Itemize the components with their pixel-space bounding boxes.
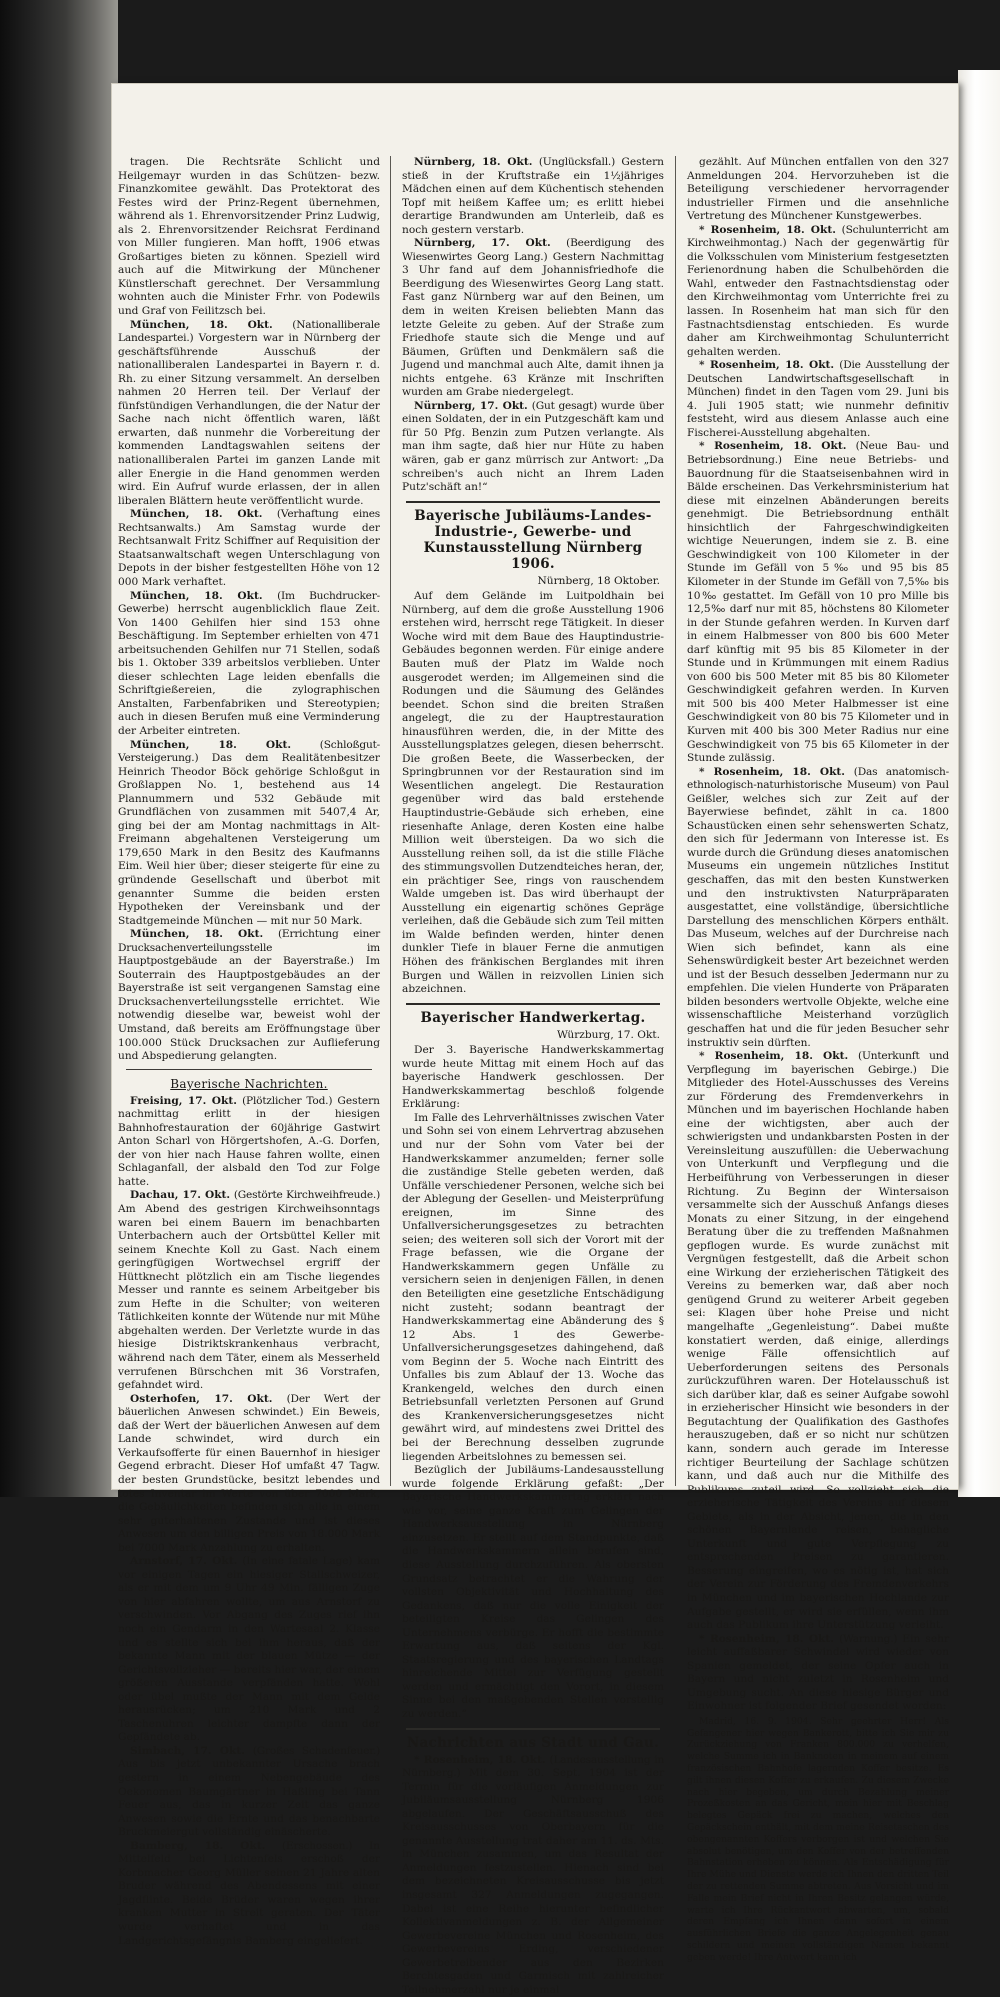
article-text: Nach der gegenwärtig für die Volksschulen vom Ministerium festgesetzten Ferienordnung haben die Schulbehörden die Wahl, entweder den Fastnachtsdienstag oder den Kirchweihmontag vom Unterrichte frei zu lassen. In Rosenheim hat man sich für den Fastnachtsdienstag entschieden. Es wurde daher am Kirchweihmontag Schulunterricht gehalten werden.: [687, 237, 949, 358]
article-subject: (Unglücksfall.): [538, 156, 616, 168]
article-dateline: Arnstorf, 17. Okt.: [130, 1555, 238, 1568]
article-subject: (Gut gesagt): [531, 399, 598, 412]
article-dateline: * Rosenheim, 18. Okt.: [699, 440, 847, 453]
article-text: Der 3. Bayerische Handwerkskammertag wurde heute Mittag mit einem Hoch auf das bayerische Handwerk geschlossen. Der Handwerkskammertag beschloß folgende Erklärung:: [402, 1044, 664, 1111]
article-dateline: München, 18. Okt.: [130, 318, 273, 331]
article-paragraph: [118, 156, 380, 319]
article-paragraph: [118, 590, 380, 739]
article-text: Im Falle des Lehrverhältnisses zwischen Vater und Sohn sei von einem Lehrvertrag abzusehen und nur der Sohn vom Vater bei der Handwerkskammer anzumelden; ferner solle die zuständige Stelle gebeten werden, daß Unfälle verschiedener Personen, welche sich bei der Ablegung der Gesellen- und Meisterprüfung ereignen, im Sinne des Unfallversicherungsgesetzes zu betrachten seien; des weiteren soll sich der Vorort mit der Frage befassen, wie die Organe der Handwerkskammern gegen Unfälle zu versichern seien in denjenigen Fällen, in denen den Beteiligten eine gesetzliche Entschädigung nicht zusteht; sodann beantragt der Handwerkskammertag eine Abänderung des § 12 Abs. 1 des Gewerbe-Unfallversicherungsgesetzes dahingehend, daß vom Beginn der 5. Woche nach Eintritt des Unfalles bis zum Ablauf der 13. Woche das Krankengeld, welches den durch einen Betriebsunfall verletzten Personen auf Grund des Krankenversicherungsgesetzes nicht gewährt wird, auf mindestens zwei Drittel des bei der Berechnung desselben zugrunde liegenden Arbeitslohnes zu bemessen sei.: [402, 1111, 664, 1463]
article-dateline: München, 18. Okt.: [130, 589, 263, 602]
section-divider: [126, 1069, 372, 1070]
section-dateline: Nürnberg, 18 Oktober.: [537, 574, 660, 587]
section-divider: [406, 1728, 660, 1730]
section-heading: Nachrichten aus Stadt und Gau.: [406, 1734, 660, 1751]
article-paragraph: [118, 1095, 380, 1190]
article-subject: (Verhaftung eines Rechtsanwalts.): [118, 508, 380, 534]
column-2: [402, 156, 665, 1996]
article-text: Bezüglich der Jubiläums-Landesausstellung wurde folgende Erklärung gefaßt: „Der Bayerische Handwerkskammertag erklärt nach wie vor, seine ganze Kraft zum Gelingen der Handwerksausstellung in Nürnberg einzusetzen. Er stellt auf dem Standpunkte, daß die Handwerkskammern allein berufen sind, diese Ausstellung durchzuführen. Als obersten Grundsatz betrachtet er die Wahrung der vollsten Objektivität und Hochhaltung des Gedankens, daß nur die volle Einigkeit der beteiligten Kreise das Gelingen des Unternehmens verbürge. Er hofft die bestimmte Erwartung aus, daß seitens der Kgl. Staatsregierung und des bayerischen Landtags hinreichende Mittel zur Verfügung gestellt werden und ermächtigt den Vorort, in diesem Sinne bei den maßgebenden Stellen vorstellig zu werden.“: [402, 1464, 664, 1720]
article-dateline: Freising, 17. Okt.: [130, 1094, 237, 1107]
article-paragraph: [118, 739, 380, 929]
article-dateline: * Rosenheim, 18. Okt.: [699, 1050, 849, 1063]
article-text: von Paul Geißler, welches sich zur Zeit auf der Bayerwiese befindet, zählt in ca. 1800 Schaustücken einen sehr sehenswerten Schatz, den sich für Jedermann von Interesse ist. Es wurde durch die Gründung dieses anatomischen Museums ein ungemein nützliches Institut geschaffen, das mit den besten Kunstwerken und den instruktivsten Naturpräparaten ausgestattet, eine vollständige, übersichtliche Darstellung des menschlichen Körpers enthält. Das Museum, welches auf der Durchreise nach Wien sich befindet, kann als eine Sehenswürdigkeit bester Art bezeichnet werden und ist der Besuch desselben Jedermann nur zu empfehlen. Die vielen Hunderte von Präparaten bilden besonders wertvolle Objekte, welche eine wissenschaftliche Meisterhand vorzüglich geschaffen hat und die für jeden Besucher sehr instruktiv sein dürften.: [687, 779, 949, 1049]
quoted-letter: Madrid, 16. 9. 1904. Sehr geehrter Herr! Als Gefangener hier wegen Bankerott, bitte ich Sie mir zu Zurückziehung von Franken 800.000 zu verhelfen, welche Summe ich in Banknoten in meinem auf einem französischen Bahnhofe lagernden Koffer besitze. Es gilt ihnen diesen Koffer zu erkaufen. Zu diesem Zwecke nach hier begeben, um durch Bezahlung meiner Prozeßkosten an das Gericht, mein hier mit Beschlag belegtes Gepäck frei zu machen, welches den Gepäckschein enthält, mit dem meine Reisetaschen des obengenannten Koffers verborgen ist und welchen Sie absolut benötigen, um den Koffer von der betreffenden Bahnstation erheben zu können. Als Entschädigung für Ihre Mühe und Dienste werde ich Ihnen den dritten Teil der zu rettenden Summe abtreten. Aus Vorsicht und im Falle mein Brief nicht in Ihren Besitz gelangen würde, warte ich Ihre Rückantwort abwarten, um, sobald deren Empfang ich Ihnen dann sofort in einem ausführlichen Briefe die ganze Angelegenheit genau schildern und meinen vollständigen Namen bekannt geben werde! Ihre Antwort kann ich: [687, 1715, 949, 1963]
article-subject: (Nationalliberale Landespartei.): [118, 318, 380, 345]
article-subject: (Schulunterricht am Kirchweihmontag.): [687, 223, 949, 250]
article-paragraph: [118, 1189, 380, 1392]
article-paragraph: [402, 1112, 664, 1464]
article-text: Das dem Realitätenbesitzer Heinrich Theodor Böck gehörige Schloßgut in Großlappen No. 1, bestehend aus 14 Plannummern und 532 Gebäude mit Grundflächen von zusammen mit 5407,4 Ar, ging bei der am Montag nachmittags in Alt-Freimann abgehaltenen Versteigerung um 179,650 Mark in den Besitz des Kaufmanns Eim. Weil hier über; dieser steigerte für eine zu gründende Gesellschaft und überbot mit genannter Summe die beiden ersten Hypotheken der Vereinsbank und der Stadtgemeinde München — mit nur 50 Mark.: [118, 752, 380, 927]
article-text: Gestern nachmittag erlitt in der hiesigen Bahnhofrestauration der 60jährige Gastwirt Anton Scharl von Hörgertshofen, A.-G. Dorfen, der von hier nach Hause fahren wollte, einen Schlaganfall, der alsbald den Tod zur Folge hatte.: [118, 1094, 380, 1188]
article-dateline: Osterhofen, 17. Okt.: [130, 1392, 273, 1405]
section-dateline: Würzburg, 17. Okt.: [556, 1028, 660, 1041]
article-subject: (Beerdigung des Wiesenwirtes Georg Lang.): [402, 237, 664, 263]
article-paragraph: [118, 1840, 380, 1948]
article-subject: (Plötzlicher Tod.): [242, 1094, 333, 1107]
article-paragraph: [687, 156, 949, 224]
article-dateline: Nürnberg, 17. Okt.: [414, 399, 528, 412]
column-1: [118, 156, 381, 1947]
article-paragraph: [118, 1555, 380, 1745]
section-heading: Bayerischer Handwerkertag.: [420, 1009, 646, 1026]
article-subject: (Unterkunft und Verpflegung im bayerischen Gebirge.): [687, 1050, 949, 1076]
article-text: Eine neue Betriebs- und Bauordnung für die Staatseisenbahnen wird in Bälde erscheinen. Das Verkehrsministerium hat diese mit einzelnen Abänderungen bereits genehmigt. Die Betriebsordnung enthält hinsichtlich der Fahrgeschwindigkeiten wichtige Neuerungen, indem sie z. B. eine Geschwindigkeit von 100 Kilometer in der Stunde im Gefäll von 5‰ und 95 bis 85 Kilometer in der Stunde im Gefäll von 7,5‰ bis 10‰ gestattet. Im Gefäll von 10 pro Mille bis 12,5‰ darf nur mit 85, höchstens 80 Kilometer in der Stunde gefahren werden. In Kurven darf in einem Halbmesser von 800 bis 600 Meter darf künftig mit 95 bis 85 Kilometer in der Stunde und in Krümmungen mit einem Radius von 600 bis 500 Meter mit 85 bis 80 Kilometer Geschwindigkeit gefahren werden. In Kurven mit 500 bis 400 Meter Halbmesser ist eine Geschwindigkeit von 80 bis 75 Kilometer und in Kurven mit 400 bis 300 Meter Radius nur eine Geschwindigkeit von 75 bis 65 Kilometer in der Stunde zulässig.: [687, 454, 950, 765]
article-subject: (Warnung.): [839, 1632, 898, 1645]
column-rule: [675, 156, 676, 1486]
article-paragraph: [687, 766, 949, 1050]
article-text: wurde über einen Soldaten, der in ein Putzgeschäft kam und für 50 Pfg. Benzin zum Putzen verlangte. Als man ihm sagte, daß hier nur Hüte zu haben wären, gab er ganz mürrisch zur Antwort: „Da schreiben's auch nicht an Ihrem Laden Putz'schäft an!“: [402, 399, 665, 494]
article-dateline: * Rosenheim, 18. Okt.: [699, 223, 836, 236]
section-heading: Bayerische Jubiläums-Landes-Industrie-, Gewerbe- und Kunstausstellung Nürnberg 1906.: [414, 507, 652, 572]
article-text: Gestern Nachmittag 3 Uhr fand auf dem Johannisfriedhofe die Beerdigung des Wiesenwirtes Georg Lang statt. Fast ganz Nürnberg war auf den Beinen, um dem in weiten Kreisen beliebten Mann das letzte Geleite zu geben. Auf der Straße zum Friedhofe staute sich die Menge und auf Bäumen, Grüften und Denkmälern saß die Jugend und manchmal auch Alte, damit ihnen ja nichts entgehe. 63 Kränze mit Inschriften wurden am Grabe niedergelegt.: [402, 250, 664, 399]
article-dateline: Dachau, 17. Okt.: [130, 1189, 231, 1202]
article-paragraph: [118, 319, 380, 509]
article-paragraph: [687, 1633, 949, 1714]
article-paragraph: [402, 1464, 664, 1721]
article-paragraph: [687, 359, 949, 440]
article-text: Im Souterrain des Hauptpostgebäudes an der Bayerstraße ist seit vergangenen Samstag eine Drucksachenverteilungsstelle errichtet. Wie notwendig dieselbe war, beweist wohl der Umstand, daß bereits am Eröffnungstage über 100.000 Stück Drucksachen zur Auflieferung und Abspedierung gelangten.: [118, 955, 380, 1063]
article-text: kam vor einigen Tagen ein hiesiger Stallschweizer, als er mit dem um 9 Uhr 49 Min. fälligen Zuge von hier abfahren wollte, um aus Arnstorf zu verschwinden. Vor Abgang des Zuges rief ihn noch ein Gendarm in den Wartesaal 2. Klasse und es stellte sich bei ihm heraus, daß der bekannte Mann mit der blauen Mütze — der Gerichtsvollzieher — bereits hier war, der einem größeren Ausstande verpfänden hatte. Wohl oder übel mußte der Mann mit dem Gelde herausrücken; um 210 Mark und 2 Taschenuhren leichter dampfte dann der Gepfändete ab.: [118, 1555, 381, 1744]
article-text: Ein sehr leicht auffaßbarer Schwindel wird wieder von Spanien gemeldet, der seine Opfer auch in Bayern und nicht zuletzt in Rosenheim und Umgebung sucht. An diese hiesige Bürger und Einwohner ist folgender Brief gesendet worden:: [687, 1632, 950, 1713]
article-text: In Mittelfeld bei Lichtenfels erschoß der Korbmacher Georg Müller seinen 21 Jahre alten Bruder während des Abendessens mit einer Jagdflinte. Beide Brüder waren wegen ihrer kranken Mutter in Streit geraten. Der Täter wurde verhaftet und in das Landgerichtsgefängnis Bamberg eingeliefert.: [118, 1839, 381, 1947]
article-text: Mit dem 30. Sept. 1904 ist der Termin für die vorläufigen Anmeldungen zur Jubiläumsausstellung Nürnberg 1906 abgelaufen. Der Geschäftsausschuß des Kreisausschusses von Oberbayern für die genannte Ausstellung trat daher am 11. ds. Mts. in München zusammen, um das Resultat der Anmeldungen festzustellen. Hienach sind bei dem bezeichneten Kreisausschusse bis jetzt insgesamt 327 Anmeldungen zugegangen. Dabei ist eine Reihe hierunter befindlicher Kollektivanmeldungen z. B. der Allgemeiner Gewerbevereine München und Rosenheim, des Gewerbevereins Erding, verschiedener Gewerbetreibender aus den Bezirken Berchtesgaden und Garmisch mit zahlreicher Teilnehmerzahl nur je einmal: [402, 1767, 665, 1996]
article-subject: (In eine fatale Lage): [242, 1555, 353, 1568]
article-text: Vorgestern war in Nürnberg der geschäftsführende Ausschuß der nationalliberalen Landespartei in Bayern r. d. Rh. zu einer Sitzung versammelt. An derselben nahmen 20 Herren teil. Der Verlauf der fünfstündigen Verhandlungen, die der Natur der Sache nach nicht öffentlich waren, läßt erwarten, daß nunmehr die Vorbereitung der kommenden Landtagswahlen seitens der nationalliberalen Partei im ganzen Lande mit aller Energie in die Hand genommen werden wird. Ein Aufruf wurde erlassen, der in allen liberalen Blättern heute veröffentlicht wurde.: [118, 332, 381, 507]
article-dateline: Nürnberg, 18. Okt.: [414, 156, 533, 168]
article-subject: (Landesausstellung in Nürnberg.): [402, 1753, 665, 1780]
article-dateline: * Rosenheim, 18. Okt.: [699, 765, 845, 778]
article-dateline: München, 18. Okt.: [130, 508, 263, 521]
article-text: Gestern stieß in der Kruftstraße ein 1½jähriges Mädchen einen auf dem Küchentisch stehenden Topf mit heißem Kaffee um; es erlitt hiebei derartige Brandwunden am Unterleib, daß es noch gestern verstarb.: [402, 156, 664, 236]
article-subject: (Gestörte Kirchweihfreude.): [233, 1189, 381, 1202]
article-paragraph: [402, 156, 664, 237]
article-dateline: * Rosenheim, 18. Okt.: [699, 359, 835, 372]
article-paragraph: [402, 1044, 664, 1112]
article-subject: (Schloßgut-Versteigerung.): [118, 738, 381, 765]
article-paragraph: [687, 1050, 949, 1633]
article-subject: (Das anatomisch-ethnologisch-naturhistorische Museum): [687, 765, 949, 792]
article-text: Am Samstag wurde der Rechtsanwalt Fritz Schiffner auf Requisition der Staatsanwaltschaft wegen Unterschlagung von Depots in der bisher festgestellten Höhe von 12 000 Mark verhaftet.: [118, 521, 380, 588]
article-text: Aus bis jetzt unbekannter Ursache brach gestern in einem Nebengebäude des Oekonomen Baumgärtner in Haßling bei Tann Feuer aus, das in kurzer Zeit das ganze Anwesen sowie die Ernte und das benachbarte Bruckmeiergut vollständig einäscherte.: [118, 1758, 380, 1839]
article-subject: (Der Wert der bäuerlichen Anwesen schwindet.): [118, 1392, 381, 1419]
article-text: Ein Beweis, daß der Wert der bäuerlichen Anwesen auf dem Lande schwindet, wird durch ein Verkaufsofferte für einen Bauernhof in hiesiger Gegend erbracht. Dieser Hof umfaßt 47 Tagw. der besten Grundstücke, besitzt lebendes und totes Inventar im Werte von über 7000 Mark, die Gebäulichkeiten befinden sich alle in einem sehr guterhaltenen Zustande und ist dieses Anwesen um den billigen Preis von 18.000 Mark bei 7000 Mark Anzahlung zu erhalten.: [118, 1406, 380, 1554]
page-edge: [958, 70, 1000, 1497]
section-divider: [406, 501, 660, 503]
article-dateline: Bamberg, 18. Okt.: [130, 1839, 266, 1852]
article-dateline: Nürnberg, 17. Okt.: [414, 237, 551, 250]
article-paragraph: [118, 508, 380, 589]
article-dateline: München, 18. Okt.: [130, 738, 292, 751]
column-rule: [390, 156, 391, 1486]
article-dateline: Simbach, 17. Okt.: [130, 1744, 245, 1757]
article-dateline: München, 18. Okt.: [130, 928, 264, 941]
newspaper-page: [112, 84, 958, 1996]
article-subject: (Erschossen.): [281, 1839, 353, 1852]
article-text: Die Mitglieder des Hotel-Ausschusses des Vereins zur Förderung des Fremdenverkehrs in München und im bayerischen Hochlande haben eine der wichtigsten, aber auch der schwierigsten und undankbarsten Posten in der Vereinsleitung auszufüllen: die Ueberwachung von Unterkunft und Verpflegung und die Herbeiführung von Verbesserungen in dieser Richtung. Zu Beginn der Wintersaison versammelte sich der Ausschuß Anfangs dieses Monats zu einer Sitzung, in der eingehend Beratung über die zu treffenden Maßnahmen gepflogen wurde. Es wurde zunächst mit Vergnügen festgestellt, daß die Arbeit schon eine Wirkung der erzieherischen Tätigkeit des Vereins zu bemerken war, daß aber noch genügend Grund zu weiterer Arbeit gegeben sei: Klagen über hohe Preise und nicht mangelhafte „Gegenleistung“. Dabei mußte konstatiert werden, daß einige, allerdings wenige Fälle offensichtlich auf Ueberforderungen seitens des Personals zurückzuführen waren. Der Hotelausschuß ist sich darüber klar, daß es seiner Aufgabe sowohl in erzieherischer Hinsicht wie besonders in der Begutachtung der Qualifikation des Gasthofes herauszugeben, daß er so nicht nur schützen kann, sondern auch gerade im Interesse richtiger Beurteilung der Sachlage schützen kann, und daß auch nur die Mithilfe des Publikums zuteil wird. So vollzieht sich die erzieherische Tätigkeit des Vereins auf diesem Gebiete, als in der Absicht, jenen, die in den schönen Bayernlande reisen, behagliche Unterkunft und gute Verpflegung zu entsprechenden Preisen zu garantieren. Besserung eingreifen, wo es nötig ist, hat sich der Verein zur Förderung des Fremdenverkehrs in München und im bayerischen Hochlande zur Aufgabe gestellt, er wird sie erfüllen, wenn ihm auch das Publikum ihre Unterstützung verleiht.: [687, 1063, 949, 1632]
column-3: [687, 156, 950, 1963]
spine-imprint: [88, 20, 112, 280]
article-paragraph: [118, 928, 380, 1063]
article-text: gezählt. Auf München entfallen von den 327 Anmeldungen 204. Hervorzuheben ist die Beteiligung verschiedener hervorragender industrieller Firmen und die ansehnliche Vertretung des Münchener Kunstgewerbes.: [687, 156, 949, 223]
article-paragraph: [118, 1393, 380, 1556]
article-text: herrscht augenblicklich flaue Zeit. Von 1400 Gehilfen hier sind 153 ohne Beschäftigung. Im September erhielten von 471 arbeitsuchenden Gehilfen nur 71 Stellen, sodaß bis 1. Oktober 339 arbeitslos verblieben. Unter dieser schlechten Lage leiden ebenfalls die Schriftgießereien, die zylographischen Anstalten, Farbenfabriken und Stereotypien; auch in diesen Berufen muß eine Verminderung der Arbeiter eintreten.: [118, 603, 380, 737]
article-paragraph: [402, 1754, 664, 1997]
article-subject: (Großes Schadenfeuer.): [252, 1744, 380, 1757]
article-paragraph: [402, 400, 664, 495]
article-paragraph: [402, 237, 664, 400]
article-dateline: * Rosenheim, 18. Okt.: [699, 1632, 834, 1645]
article-paragraph: [687, 224, 949, 359]
article-text: Am Abend des gestrigen Kirchweihsonntags waren bei einem Bauern im benachbarten Unterbachern auch der Ortsbüttel Keller mit seinem Knechte Koll zu Gast. Nach einem geringfügigen Wortwechsel ergriff der Hüttknecht plötzlich ein am Tische liegendes Messer und rannte es seinem Arbeitgeber bis zum Hefte in die Schulter; von weiteren Tätlichkeiten konnte der Wütende nur mit Mühe abgehalten werden. Der Verletzte wurde in das hiesige Distriktskrankenhaus verbracht, während nach dem Täter, einem als Messerheld verrufenen Bürschchen mit 36 Vorstrafen, gefahndet wird.: [118, 1203, 380, 1392]
article-subject: (Die Ausstellung der Deutschen Landwirtschaftsgesellschaft in München): [687, 359, 950, 399]
book-spine: [0, 0, 118, 1497]
article-paragraph: [402, 590, 664, 996]
section-heading: Bayerische Nachrichten.: [170, 1076, 328, 1091]
article-subject: (Neue Bau- und Betriebsordnung.): [687, 440, 949, 467]
article-subject: (Im Buchdrucker-Gewerbe): [118, 589, 380, 616]
article-subject: (Errichtung einer Drucksachenverteilungsstelle im Hauptpostgebäude an der Bayerstraße.): [118, 928, 380, 968]
article-text: findet in den Tagen vom 29. Juni bis 4. Juli 1905 statt; wie nunmehr definitiv feststeht, wird aus diesem Anlasse auch eine Fischerei-Ausstellung abgehalten.: [687, 386, 949, 439]
article-dateline: * Rosenheim, 18. Okt.: [414, 1753, 546, 1766]
article-paragraph: [118, 1745, 380, 1840]
article-paragraph: [687, 440, 949, 765]
article-text: tragen. Die Rechtsräte Schlicht und Heilgemayr wurden in das Schützen- bezw. Finanzkomitee gewählt. Das Protektorat des Festes wird der Prinz-Regent übernehmen, während als 1. Ehrenvorsitzender Prinz Ludwig, als 2. Ehrenvorsitzender Reichsrat Ferdinand von Miller fungieren. Man hofft, 1906 etwas Großartiges bieten zu können. Speziell wird auch auf die Mitwirkung der Münchener Künstlerschaft gerechnet. Der Versammlung wohnten auch die Minister Frhr. von Podewils und Graf von Feilitzsch bei.: [118, 156, 380, 318]
article-text: Auf dem Gelände im Luitpoldhain bei Nürnberg, auf dem die große Ausstellung 1906 erstehen wird, herrscht rege Tätigkeit. In dieser Woche wird mit dem Baue des Hauptindustrie-Gebäudes begonnen werden. Für einige andere Bauten muß der Platz im Walde noch ausgerodet werden; im Allgemeinen sind die Rodungen und die Säumung des Geländes beendet. Schon sind die breiten Straßen angelegt, die zu der Hauptrestauration hinausführen werden, die, in der Mitte des Ausstellungsplatzes gelegen, diesen beherrscht. Die großen Beete, die Wasserbecken, der Springbrunnen vor der Restauration sind im Wesentlichen angelegt. Die Restauration gegenüber wird das bald erstehende Hauptindustrie-Gebäude sich erheben, eine riesenhafte Anlage, deren Kosten eine halbe Million weit übersteigen. Da wo sich die Ausstellung reihen soll, da ist die stille Fläche des stimmungsvollen Dutzendteiches heran, der, ein prächtiger See, rings von rauschendem Walde umgeben ist. Das wird überhaupt der Ausstellung ein eigenartig schönes Gepräge verleihen, daß die Gebäude sich zum Teil mitten im Walde befinden werden, hinter denen dunkler Tiefe in blauer Ferne die anmutigen Höhen des fränkischen Berglandes mit ihren Burgen und Wällen in reizvollen Linien sich abzeichnen.: [402, 590, 664, 996]
section-divider: [406, 1003, 660, 1005]
